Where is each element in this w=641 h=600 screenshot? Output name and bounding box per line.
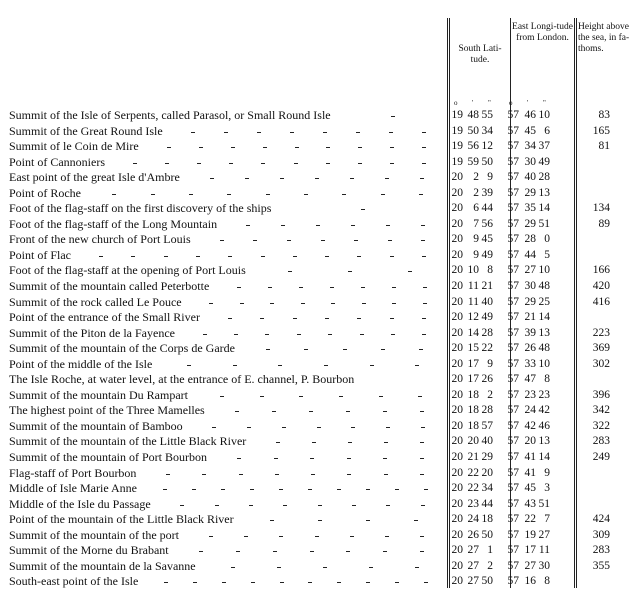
lat-seconds: 8 xyxy=(487,264,493,277)
lon-seconds: 46 xyxy=(538,419,550,432)
lon-minutes: 23 xyxy=(524,388,536,401)
lon-degrees: 57 xyxy=(507,575,519,588)
lon-seconds: 10 xyxy=(538,264,550,277)
lat-degrees: 20 xyxy=(451,404,463,417)
place-name: Summit of the mountain called Peterbotte xyxy=(9,279,210,294)
lat-seconds: 9 xyxy=(487,357,493,370)
place-name: Summit of the Isle of Serpents, called Parasol, or Small Round Isle xyxy=(9,108,331,122)
height-fathoms: 249 xyxy=(592,451,610,464)
height-fathoms: 396 xyxy=(592,388,610,401)
lat-minutes: 59 xyxy=(467,155,479,168)
lat-seconds: 29 xyxy=(481,451,493,464)
place-name: Middle of Isle Marie Anne xyxy=(9,481,137,496)
height-fathoms: 283 xyxy=(592,435,610,448)
table-row xyxy=(0,155,641,171)
lat-degrees: 20 xyxy=(451,435,463,448)
place-name: The highest point of the Three Mamelles xyxy=(9,403,205,418)
lon-minutes: 19 xyxy=(524,528,536,541)
lon-degrees: 57 xyxy=(507,342,519,355)
lat-degrees: 20 xyxy=(451,280,463,293)
lat-minutes: 14 xyxy=(467,326,479,339)
lat-minutes: 24 xyxy=(467,513,479,526)
lat-degrees: 20 xyxy=(451,544,463,557)
place-name: Summit of the mountain of the port xyxy=(9,527,179,542)
height-fathoms: 420 xyxy=(592,280,610,293)
table-row xyxy=(0,497,641,513)
height-fathoms: 342 xyxy=(592,404,610,417)
lat-degrees: 20 xyxy=(451,186,463,199)
lon-degrees: 57 xyxy=(507,544,519,557)
lon-degrees: 57 xyxy=(507,233,519,246)
lat-minutes: 22 xyxy=(467,466,479,479)
height-fathoms: 302 xyxy=(592,357,610,370)
lon-degrees: 57 xyxy=(507,311,519,324)
place-name: Front of the new church of Port Louis xyxy=(9,232,191,247)
lat-degrees: 20 xyxy=(451,311,463,324)
lon-minutes: 33 xyxy=(524,357,536,370)
lat-seconds: 55 xyxy=(481,109,493,121)
lon-minutes: 35 xyxy=(524,202,536,215)
lon-seconds: 51 xyxy=(538,217,550,230)
table-row xyxy=(0,528,641,544)
table-row xyxy=(0,139,641,155)
lat-seconds: 50 xyxy=(481,155,493,168)
lon-minutes: 27 xyxy=(524,559,536,572)
lat-seconds: 50 xyxy=(481,528,493,541)
lat-degrees: 20 xyxy=(451,497,463,510)
lon-degrees: 57 xyxy=(507,388,519,401)
lat-seconds: 1 xyxy=(487,544,493,557)
lon-degrees: 57 xyxy=(507,419,519,432)
lon-seconds: 49 xyxy=(538,155,550,168)
lon-minutes: 29 xyxy=(524,186,536,199)
place-name: Summit of the mountain of Port Bourbon xyxy=(9,450,207,465)
table-row xyxy=(0,108,641,124)
place-name: Summit of the mountain of Bamboo xyxy=(9,418,183,433)
height-fathoms: 223 xyxy=(592,326,610,339)
lon-seconds: 11 xyxy=(538,544,550,557)
height-fathoms: 83 xyxy=(598,109,610,121)
lat-seconds: 56 xyxy=(481,217,493,230)
place-name: Point of the entrance of the Small River xyxy=(9,310,200,325)
place-name: South-east point of the Isle xyxy=(9,574,139,589)
lon-seconds: 14 xyxy=(538,451,550,464)
lat-minutes: 21 xyxy=(467,451,479,464)
lat-degrees: 19 xyxy=(451,124,463,137)
table-row xyxy=(0,450,641,466)
lat-degrees: 20 xyxy=(451,373,463,386)
lat-degrees: 20 xyxy=(451,295,463,308)
lat-degrees: 20 xyxy=(451,248,463,261)
place-name: Point of Flac xyxy=(9,247,71,262)
lat-minutes: 12 xyxy=(467,311,479,324)
table-row xyxy=(0,201,641,217)
lon-minutes: 22 xyxy=(524,513,536,526)
lon-degrees: 57 xyxy=(507,124,519,137)
longitude-header: East Longi-tude from London. xyxy=(512,22,573,43)
lat-seconds: 45 xyxy=(481,233,493,246)
lon-seconds: 42 xyxy=(538,404,550,417)
table-row xyxy=(0,481,641,497)
table-row xyxy=(0,124,641,140)
lon-minutes: 16 xyxy=(524,575,536,588)
place-name: East point of the great Isle d'Ambre xyxy=(9,170,180,185)
lon-seconds: 13 xyxy=(538,186,550,199)
lon-degrees: 57 xyxy=(507,497,519,510)
lat-degrees: 19 xyxy=(451,109,463,121)
lon-seconds: 27 xyxy=(538,528,550,541)
lat-degrees: 20 xyxy=(451,466,463,479)
lat-seconds: 28 xyxy=(481,404,493,417)
lat-minutes: 26 xyxy=(467,528,479,541)
lon-minutes: 29 xyxy=(524,295,536,308)
lon-minutes: 46 xyxy=(524,109,536,121)
lon-degrees: 57 xyxy=(507,435,519,448)
lat-seconds: 49 xyxy=(481,311,493,324)
place-name: Flag-staff of Port Bourbon xyxy=(9,465,137,480)
table-row xyxy=(0,543,641,559)
lat-seconds: 12 xyxy=(481,140,493,153)
table-row xyxy=(0,357,641,373)
lat-minutes: 17 xyxy=(467,373,479,386)
lat-seconds: 49 xyxy=(481,248,493,261)
lon-degrees: 57 xyxy=(507,357,519,370)
lat-seconds: 22 xyxy=(481,342,493,355)
lon-seconds: 8 xyxy=(544,575,550,588)
place-name: Point of the middle of the Isle xyxy=(9,356,153,371)
lon-seconds: 13 xyxy=(538,435,550,448)
height-fathoms: 416 xyxy=(592,295,610,308)
lon-seconds: 5 xyxy=(544,248,550,261)
table-row xyxy=(0,419,641,435)
table-row xyxy=(0,263,641,279)
lat-minutes: 9 xyxy=(473,248,479,261)
lat-seconds: 44 xyxy=(481,202,493,215)
lat-degrees: 19 xyxy=(451,140,463,153)
lat-degrees: 20 xyxy=(451,171,463,184)
lon-seconds: 3 xyxy=(544,482,550,495)
lat-seconds: 34 xyxy=(481,124,493,137)
lat-seconds: 9 xyxy=(487,171,493,184)
lat-minutes: 18 xyxy=(467,404,479,417)
lat-seconds: 20 xyxy=(481,466,493,479)
lon-seconds: 10 xyxy=(538,357,550,370)
table-row xyxy=(0,170,641,186)
lat-seconds: 2 xyxy=(487,559,493,572)
lon-minutes: 21 xyxy=(524,311,536,324)
lat-degrees: 20 xyxy=(451,575,463,588)
table-row xyxy=(0,248,641,264)
lat-minutes: 11 xyxy=(467,280,479,293)
lat-minutes: 7 xyxy=(473,217,479,230)
lon-minutes: 30 xyxy=(524,155,536,168)
lat-degrees: 20 xyxy=(451,326,463,339)
lon-minutes: 28 xyxy=(524,233,536,246)
lat-degrees: 20 xyxy=(451,357,463,370)
lon-seconds: 14 xyxy=(538,311,550,324)
height-fathoms: 166 xyxy=(592,264,610,277)
lon-seconds: 8 xyxy=(544,373,550,386)
lon-degrees: 57 xyxy=(507,451,519,464)
place-name: Summit of the mountain Du Rampart xyxy=(9,387,188,402)
lat-minutes: 18 xyxy=(467,419,479,432)
lon-degrees: 57 xyxy=(507,326,519,339)
lon-degrees: 57 xyxy=(507,482,519,495)
lat-seconds: 28 xyxy=(481,326,493,339)
table-row xyxy=(0,279,641,295)
place-name: Point of Roche xyxy=(9,185,81,200)
lon-seconds: 28 xyxy=(538,171,550,184)
lat-minutes: 27 xyxy=(467,544,479,557)
place-name: Summit of le Coin de Mire xyxy=(9,139,139,154)
place-name: Middle of the Isle du Passage xyxy=(9,496,151,511)
lat-seconds: 40 xyxy=(481,435,493,448)
lon-seconds: 37 xyxy=(538,140,550,153)
lon-degrees: 57 xyxy=(507,155,519,168)
lon-seconds: 6 xyxy=(544,124,550,137)
lon-minutes: 43 xyxy=(524,497,536,510)
lat-seconds: 2 xyxy=(487,388,493,401)
lat-minutes: 2 xyxy=(473,171,479,184)
table-row xyxy=(0,186,641,202)
lat-minutes: 50 xyxy=(467,124,479,137)
lon-degrees: 57 xyxy=(507,559,519,572)
place-name: Summit of the rock called Le Pouce xyxy=(9,294,182,309)
lat-minutes: 48 xyxy=(467,109,479,121)
lon-minutes: 30 xyxy=(524,280,536,293)
lon-degrees: 57 xyxy=(507,466,519,479)
lat-degrees: 20 xyxy=(451,528,463,541)
height-fathoms: 355 xyxy=(592,559,610,572)
lon-seconds: 25 xyxy=(538,295,550,308)
lat-minutes: 27 xyxy=(467,559,479,572)
place-name: Foot of the flag-staff of the Long Mountain xyxy=(9,216,218,231)
lon-degrees: 57 xyxy=(507,528,519,541)
lon-seconds: 7 xyxy=(544,513,550,526)
lat-degrees: 20 xyxy=(451,451,463,464)
lat-minutes: 18 xyxy=(467,388,479,401)
lon-seconds: 48 xyxy=(538,342,550,355)
lon-degrees: 57 xyxy=(507,202,519,215)
place-name: Point of the mountain of the Little Black River xyxy=(9,512,234,527)
height-fathoms: 165 xyxy=(592,124,610,137)
place-name: Summit of the Great Round Isle xyxy=(9,123,163,138)
lat-seconds: 44 xyxy=(481,497,493,510)
lat-minutes: 23 xyxy=(467,497,479,510)
place-name: Summit of the mountain de la Savanne xyxy=(9,558,196,573)
lon-minutes: 45 xyxy=(524,124,536,137)
lon-degrees: 57 xyxy=(507,264,519,277)
lat-seconds: 18 xyxy=(481,513,493,526)
lon-seconds: 0 xyxy=(544,233,550,246)
lat-degrees: 20 xyxy=(451,419,463,432)
lon-seconds: 10 xyxy=(538,109,550,121)
lon-minutes: 47 xyxy=(524,373,536,386)
table-row xyxy=(0,574,641,590)
table-row xyxy=(0,434,641,450)
lat-seconds: 50 xyxy=(481,575,493,588)
place-name: Point of Cannoniers xyxy=(9,154,105,169)
height-fathoms: 322 xyxy=(592,419,610,432)
lat-minutes: 10 xyxy=(467,264,479,277)
lat-minutes: 15 xyxy=(467,342,479,355)
lat-seconds: 57 xyxy=(481,419,493,432)
table-row xyxy=(0,217,641,233)
place-name: Foot of the flag-staff on the first discovery of the ships xyxy=(9,201,272,216)
lon-minutes: 42 xyxy=(524,419,536,432)
lon-seconds: 23 xyxy=(538,388,550,401)
lon-minutes: 39 xyxy=(524,326,536,339)
lon-degrees: 57 xyxy=(507,186,519,199)
lon-degrees: 57 xyxy=(507,109,519,121)
lat-degrees: 20 xyxy=(451,233,463,246)
lat-degrees: 20 xyxy=(451,217,463,230)
coordinate-table-page: South Lati-tude. East Longi-tude from London. Height above the sea, in fa-thoms. o ' " o ' " Summit of the Isle of Serpents, called Parasol, or Small Round Isle 19 48 55 57 46 10 83 Summit of the Great Round Isle 19 50 34 57 45 6 165 Summit of le Coin de Mire 19 56 12 57 34 37 81 Point of Cannoniers 19 59 50 57 30 49 East point of the great Isle d'Ambre 20 2 9 57 40 28 Point of Roche 20 2 39 57 29 13 Foot of the flag-staff on the first discovery of the ships 20 6 44 57 35 14 134 Foot of the flag-staff of the Long Mountain 20 7 56 57 29 51 89 Front of the new church of Port Louis 20 9 45 57 28 0 Point of Flac 20 9 49 57 44 5 Foot of the flag-staff at the opening of Port Louis 20 10 8 57 27 10 166 Summit of the mountain called Peterbotte 20 11 21 57 30 48 420 Summit of the rock called Le Pouce 20 11 40 57 29 25 416 Point of the entrance of the Small River 20 12 49 57 21 14 Summit of the Piton de la Fayence 20 14 28 57 39 13 223 Summit of the mountain of the Corps de Garde 20 15 22 57 26 48 369 Point of the middle of the Isle 20 17 9 57 33 10 302 The Isle Roche, at water level, at the entrance of E. channel, P. Bourbon 20 17 26 57 47 8 Summit of the mountain Du Rampart 20 18 2 57 23 23 396 The highest point of the Three Mamelles 20 18 28 57 24 42 342 Summit of the mountain of Bamboo 20 18 57 57 42 46 322 Summit of the mountain of the Little Black River 20 20 40 57 20 13 283 Summit of the mountain of Port Bourbon 20 21 29 57 41 14 249 Flag-staff of Port Bourbon 20 22 20 57 41 9 Middle of Isle Marie Anne 20 22 34 57 45 3 Middle of the Isle du Passage 20 23 44 57 43 51 Point of the mountain of the Little Black River 20 24 18 57 22 7 424 Summit of the mountain of the port 20 26 50 57 19 27 309 Summit of the Morne du Brabant 20 27 1 57 17 11 283 Summit of the mountain de la Savanne 20 27 2 57 27 30 355 South-east point of the Isle 20 27 50 57 16 8 xyxy=(0,0,641,600)
height-fathoms: 283 xyxy=(592,544,610,557)
height-fathoms: 369 xyxy=(592,342,610,355)
lon-minutes: 44 xyxy=(524,248,536,261)
height-fathoms: 424 xyxy=(592,513,610,526)
table-row xyxy=(0,559,641,575)
lat-minutes: 11 xyxy=(467,295,479,308)
lon-minutes: 40 xyxy=(524,171,536,184)
lon-degrees: 57 xyxy=(507,373,519,386)
lon-seconds: 51 xyxy=(538,497,550,510)
table-row xyxy=(0,232,641,248)
lon-minutes: 45 xyxy=(524,482,536,495)
lat-degrees: 20 xyxy=(451,202,463,215)
table-row xyxy=(0,388,641,404)
lon-minutes: 34 xyxy=(524,140,536,153)
height-fathoms: 309 xyxy=(592,528,610,541)
lat-minutes: 17 xyxy=(467,357,479,370)
lat-degrees: 20 xyxy=(451,264,463,277)
height-fathoms: 89 xyxy=(598,217,610,230)
lat-minutes: 6 xyxy=(473,202,479,215)
table-body xyxy=(0,108,641,590)
lon-degrees: 57 xyxy=(507,248,519,261)
lon-seconds: 9 xyxy=(544,466,550,479)
table-row xyxy=(0,403,641,419)
lat-seconds: 26 xyxy=(481,373,493,386)
lon-degrees: 57 xyxy=(507,295,519,308)
lon-degrees: 57 xyxy=(507,404,519,417)
table-row xyxy=(0,512,641,528)
lon-degrees: 57 xyxy=(507,140,519,153)
lat-seconds: 39 xyxy=(481,186,493,199)
table-row xyxy=(0,310,641,326)
place-name: Summit of the Morne du Brabant xyxy=(9,543,169,558)
lon-minutes: 20 xyxy=(524,435,536,448)
lon-minutes: 24 xyxy=(524,404,536,417)
lat-degrees: 20 xyxy=(451,482,463,495)
table-row xyxy=(0,326,641,342)
table-row xyxy=(0,341,641,357)
lat-seconds: 21 xyxy=(481,280,493,293)
lat-seconds: 40 xyxy=(481,295,493,308)
place-name: Summit of the mountain of the Little Black River xyxy=(9,434,247,449)
latitude-header: South Lati-tude. xyxy=(458,44,502,65)
place-name: The Isle Roche, at water level, at the entrance of E. channel, P. Bourbon xyxy=(9,372,355,387)
lon-minutes: 29 xyxy=(524,217,536,230)
lat-degrees: 20 xyxy=(451,388,463,401)
place-name: Summit of the Piton de la Fayence xyxy=(9,325,175,340)
table-row xyxy=(0,372,641,388)
lat-minutes: 27 xyxy=(467,575,479,588)
lat-degrees: 20 xyxy=(451,513,463,526)
lat-minutes: 2 xyxy=(473,186,479,199)
lon-degrees: 57 xyxy=(507,217,519,230)
lon-degrees: 57 xyxy=(507,280,519,293)
height-fathoms: 81 xyxy=(598,140,610,153)
lat-minutes: 56 xyxy=(467,140,479,153)
lon-seconds: 13 xyxy=(538,326,550,339)
lat-seconds: 34 xyxy=(481,482,493,495)
height-fathoms: 134 xyxy=(592,202,610,215)
height-header: Height above the sea, in fa-thoms. xyxy=(578,22,630,54)
lon-minutes: 17 xyxy=(524,544,536,557)
place-name: Summit of the mountain of the Corps de Garde xyxy=(9,341,235,356)
lon-minutes: 26 xyxy=(524,342,536,355)
lon-seconds: 14 xyxy=(538,202,550,215)
lon-minutes: 27 xyxy=(524,264,536,277)
lat-degrees: 20 xyxy=(451,559,463,572)
lon-seconds: 30 xyxy=(538,559,550,572)
table-row xyxy=(0,295,641,311)
lat-degrees: 19 xyxy=(451,155,463,168)
table-row xyxy=(0,466,641,482)
lon-degrees: 57 xyxy=(507,513,519,526)
lat-minutes: 9 xyxy=(473,233,479,246)
lon-seconds: 48 xyxy=(538,280,550,293)
lat-minutes: 20 xyxy=(467,435,479,448)
place-name: Foot of the flag-staff at the opening of Port Louis xyxy=(9,263,246,278)
lon-minutes: 41 xyxy=(524,466,536,479)
lon-degrees: 57 xyxy=(507,171,519,184)
lon-minutes: 41 xyxy=(524,451,536,464)
lat-degrees: 20 xyxy=(451,342,463,355)
lat-minutes: 22 xyxy=(467,482,479,495)
